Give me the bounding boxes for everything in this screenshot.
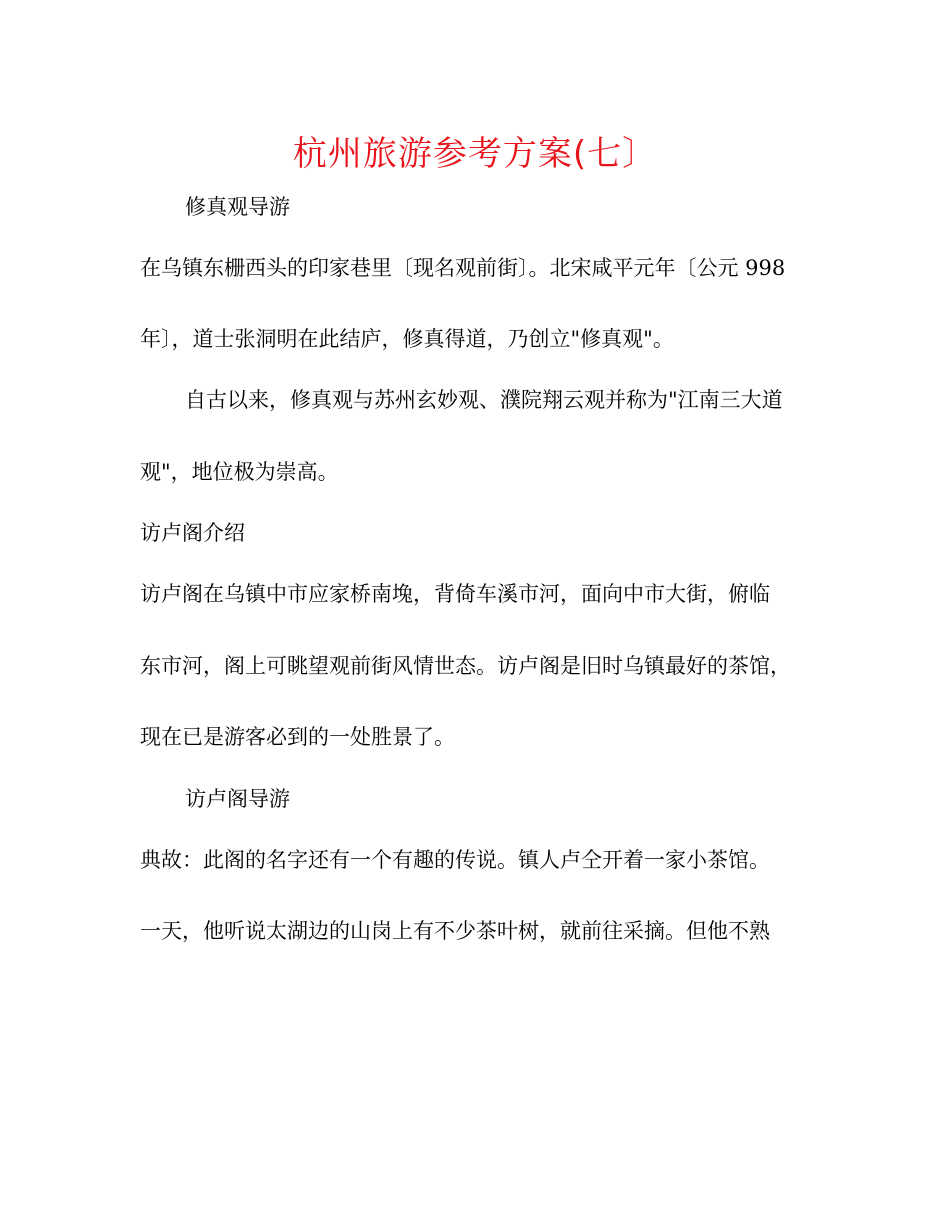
paragraph-line: 东市河，阁上可眺望观前街风情世态。访卢阁是旧时乌镇最好的茶馆，	[140, 654, 791, 678]
paragraph-line: 自古以来，修真观与苏州玄妙观、濮院翔云观并称为"江南三大道	[185, 388, 783, 412]
paragraph-line: 典故：此阁的名字还有一个有趣的传说。镇人卢仝开着一家小茶馆。	[140, 848, 770, 872]
paragraph-line: 现在已是游客必到的一处胜景了。	[140, 725, 455, 749]
paragraph-line: 观"，地位极为崇高。	[140, 460, 339, 484]
section-heading-xiuzhenguan-guide: 修真观导游	[185, 195, 290, 219]
paragraph-line: 在乌镇东栅西头的印家巷里〔现名观前街〕。北宋咸平元年〔公元 998	[140, 256, 786, 280]
paragraph-line: 访卢阁在乌镇中市应家桥南堍，背倚车溪市河，面向中市大街，俯临	[140, 582, 770, 606]
section-heading-fangluge-intro: 访卢阁介绍	[140, 521, 245, 545]
document-title: 杭州旅游参考方案(七〕	[292, 134, 658, 174]
paragraph-line: 一天，他听说太湖边的山岗上有不少茶叶树，就前往采摘。但他不熟	[140, 919, 770, 943]
paragraph-line: 年〕，道士张洞明在此结庐，修真得道，乃创立"修真观"。	[140, 327, 674, 351]
section-heading-fangluge-guide: 访卢阁导游	[185, 787, 290, 811]
